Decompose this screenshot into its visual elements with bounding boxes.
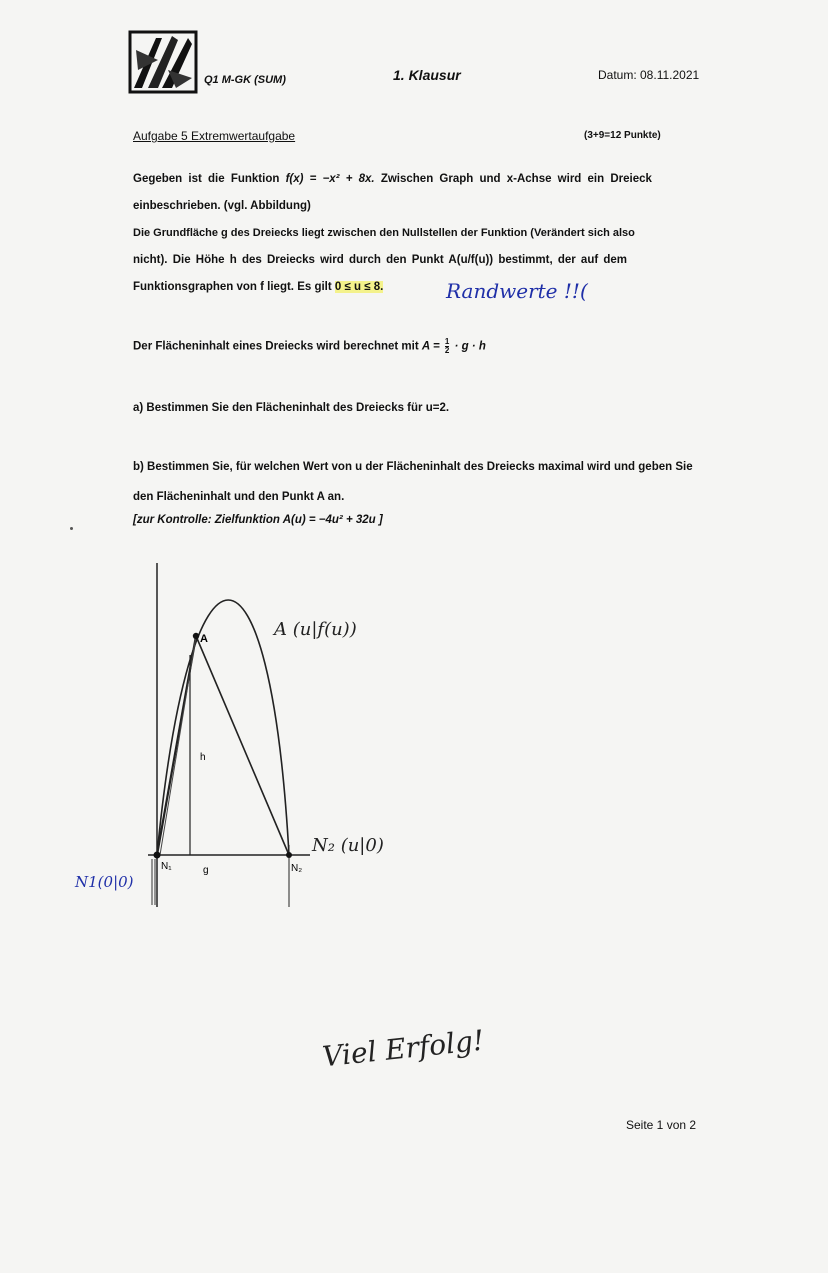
fraction-numerator: 1 [444, 337, 450, 346]
course-label: Q1 M-GK (SUM) [204, 74, 286, 86]
question-b-line-1: b) Bestimmen Sie, für welchen Wert von u der Flächeninhalt des Dreiecks maximal wird und geben Sie [133, 461, 693, 473]
parabola-figure [60, 555, 460, 915]
area-formula-line [133, 338, 486, 355]
hand-label-n1: N1(0|0) [75, 873, 134, 891]
area-formula-text: Der Flächeninhalt eines Dreiecks wird berechnet mit [133, 340, 419, 353]
point-a [193, 633, 199, 639]
area-formula-prefix: A = [421, 340, 440, 353]
point-n2 [286, 852, 292, 858]
highlighted-condition: 0 ≤ u ≤ 8. [334, 281, 384, 293]
function-definition: f(x) = −x² + 8x. [285, 173, 375, 185]
question-b-line-2: den Flächeninhalt und den Punkt A an. [133, 491, 345, 503]
handwritten-note-randwerte: Randwerte !!( [446, 279, 588, 303]
fraction-denominator: 2 [444, 346, 450, 355]
intro-text-2: einbeschrieben. (vgl. Abbildung) [133, 200, 311, 212]
triangle-side-right [196, 636, 289, 855]
label-a: A [200, 633, 208, 645]
control-hint: [zur Kontrolle: Zielfunktion A(u) = −4u² + 32u ] [133, 514, 383, 526]
parabola-curve [157, 600, 289, 855]
intro-text-1a: Gegeben ist die Funktion [133, 173, 280, 185]
handwritten-good-luck: Viel Erfolg! [320, 1023, 486, 1074]
intro-text-3: Die Grundfläche g des Dreiecks liegt zwischen den Nullstellen der Funktion (Verändert sich also [133, 227, 635, 239]
point-n1 [154, 852, 161, 859]
area-formula-fraction [445, 338, 449, 355]
intro-text-5a: Funktionsgraphen von f liegt. Es gilt [133, 281, 332, 293]
question-b [133, 452, 723, 512]
exam-date: Datum: 08.11.2021 [598, 68, 700, 82]
label-g: g [203, 865, 209, 876]
page-number: Seite 1 von 2 [626, 1118, 697, 1132]
label-h: h [200, 752, 206, 763]
hand-label-n2: N₂ (u|0) [312, 835, 384, 856]
label-n2: N₂ [291, 863, 303, 874]
question-a: a) Bestimmen Sie den Flächeninhalt des Dreiecks für u=2. [133, 402, 450, 414]
intro-text-1b: Zwischen Graph und x-Achse wird ein Dreieck [380, 173, 652, 185]
label-n1: N₁ [161, 861, 172, 872]
paper-speck [70, 527, 73, 530]
exam-title: 1. Klausur [393, 67, 461, 83]
task-intro [133, 166, 708, 301]
intro-text-4: nicht). Die Höhe h des Dreiecks wird durch den Punkt A(u/f(u)) bestimmt, der auf dem [133, 254, 628, 266]
area-formula-suffix: · g · h [454, 340, 486, 353]
triangle-side-left-2 [160, 636, 196, 855]
school-logo [128, 30, 198, 94]
task-title: Aufgabe 5 Extremwertaufgabe [133, 129, 296, 143]
hand-label-a: A (u|f(u)) [274, 619, 357, 640]
task-points: (3+9=12 Punkte) [584, 130, 661, 141]
